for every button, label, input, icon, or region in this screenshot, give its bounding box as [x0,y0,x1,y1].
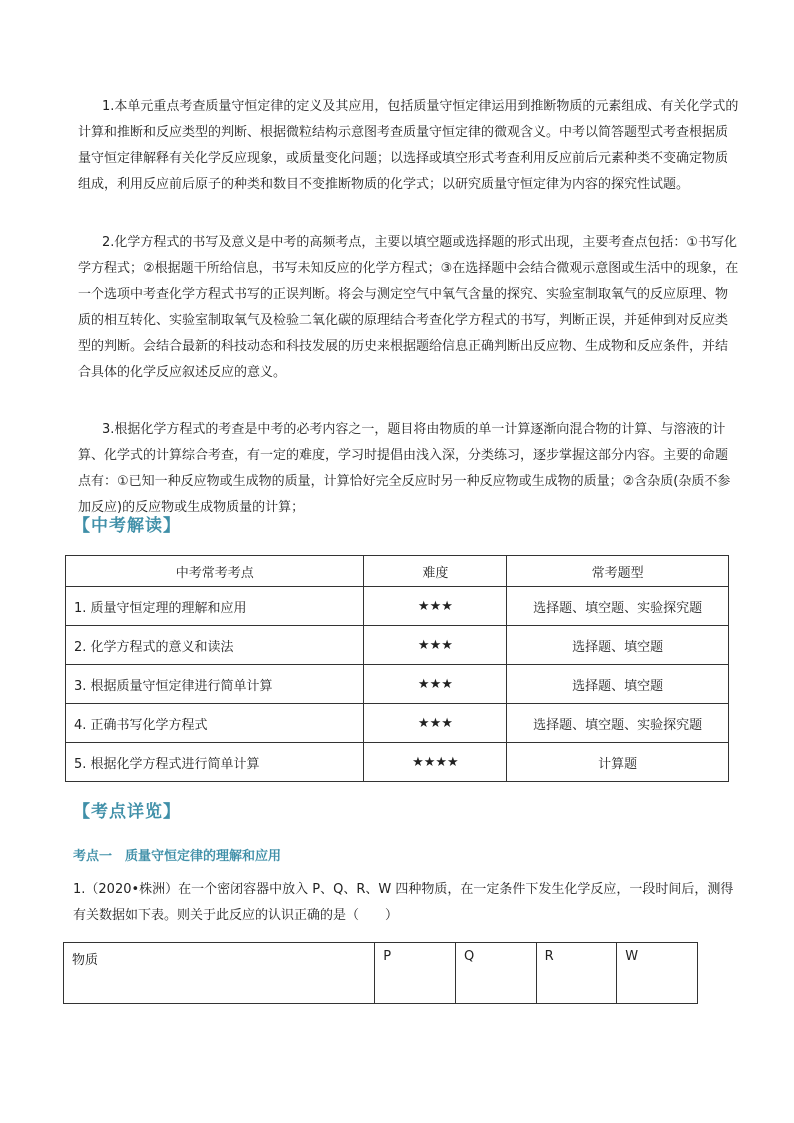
table-row [66,704,729,743]
substance-table [63,942,698,1004]
question-type-cell: 计算题 [507,743,729,782]
point-cell: 2. 化学方程式的意义和读法 [66,626,364,665]
point-cell: 1. 质量守恒定理的理解和应用 [66,587,364,626]
table-row [66,665,729,704]
substance-p-cell: P [375,943,456,1004]
table-row [64,943,698,1004]
question-1-text: 1.（2020•株洲）在一个密闭容器中放入 P、Q、R、W 四种物质，在一定条件下发生化学反应，一段时间后，测得有关数据如下表。则关于此反应的认识正确的是（ ） [73,882,734,923]
question-type-cell: 选择题、填空题 [507,665,729,704]
difficulty-cell: ★★★ [364,704,507,743]
substance-w-cell: W [617,943,698,1004]
substance-q-cell: Q [455,943,536,1004]
table-row [66,587,729,626]
difficulty-cell: ★★★★ [364,743,507,782]
table-row [66,626,729,665]
difficulty-cell: ★★★ [364,587,507,626]
intro-paragraph-2: 2.化学方程式的书写及意义是中考的高频考点，主要以填空题或选择题的形式出现，主要考查点包括：①书写化学方程式；②根据题干所给信息，书写未知反应的化学方程式；③在选择题中会结合微观示意图或生活中的现象，在一个选项中考查化学方程式书写的正误判断。将会与测定空气中氧气含量的探究、实验室制取氧气的反应原理、物质的相互转化、实验室制取氧气及检验二氧化碳的原理结合考查化学方程式的书写，判断正误，并延伸到对反应类型的判断。会结合最新的科技动态和科技发展的历史来根据题给信息正确判断出反应物、生成物和反应条件，并结合具体的化学反应叙述反应的意义。 [78,235,739,380]
question-type-cell: 选择题、填空题 [507,626,729,665]
table-row [66,743,729,782]
intro-paragraph-1: 1.本单元重点考查质量守恒定律的定义及其应用，包括质量守恒定律运用到推断物质的元素组成、有关化学式的计算和推断和反应类型的判断、根据微粒结构示意图考查质量守恒定律的微观含义。中考以简答题型式考查根据质量守恒定律解释有关化学反应现象，或质量变化问题；以选择或填空形式考查利用反应前后元素种类不变确定物质组成，利用反应前后原子的种类和数目不变推断物质的化学式；以研究质量守恒定律为内容的探究性试题。 [78,99,739,192]
substance-header-cell: 物质 [64,943,375,1004]
header-cell-point: 中考常考考点 [66,556,364,587]
question-type-cell: 选择题、填空题、实验探究题 [507,587,729,626]
exam-points-table [65,555,729,782]
intro-paragraph-3: 3.根据化学方程式的考查是中考的必考内容之一，题目将由物质的单一计算逐渐向混合物的计算、与溶液的计算、化学式的计算综合考查，有一定的难度，学习时提倡由浅入深，分类练习，逐步掌握这部分内容。主要的命题点有：①已知一种反应物或生成物的质量，计算恰好完全反应时另一种反应物或生成物的质量；②含杂质(杂质不参加反应)的反应物或生成物质量的计算； [78,422,731,515]
table-header-row [66,556,729,587]
substance-r-cell: R [536,943,617,1004]
section-heading-exam-interpretation: 【中考解读】 [73,516,181,536]
point-cell: 5. 根据化学方程式进行简单计算 [66,743,364,782]
difficulty-cell: ★★★ [364,626,507,665]
point-title: 考点一 质量守恒定律的理解和应用 [73,849,282,864]
header-cell-question-type: 常考题型 [507,556,729,587]
section-heading-point-details: 【考点详览】 [73,802,181,822]
question-type-cell: 选择题、填空题、实验探究题 [507,704,729,743]
point-cell: 4. 正确书写化学方程式 [66,704,364,743]
difficulty-cell: ★★★ [364,665,507,704]
point-cell: 3. 根据质量守恒定律进行简单计算 [66,665,364,704]
header-cell-difficulty: 难度 [364,556,507,587]
